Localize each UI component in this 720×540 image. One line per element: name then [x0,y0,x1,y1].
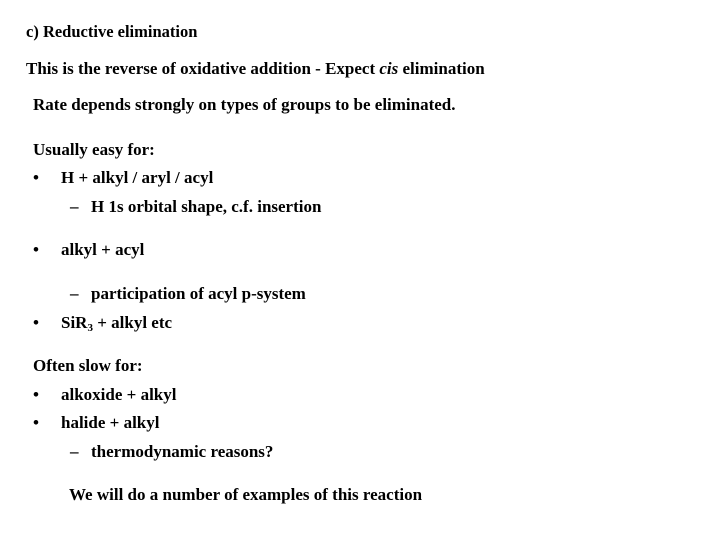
bullet-icon: • [33,240,39,259]
easy-item-3-suffix: + alkyl etc [92,313,173,332]
easy-item-3-subscript: 3 [87,322,93,334]
easy-item-2: alkyl + acyl [61,240,145,259]
bullet-icon: • [33,168,39,187]
footer-line: We will do a number of examples of this reaction [69,485,423,504]
easy-item-1: H + alkyl / aryl / acyl [61,168,214,187]
slow-item-1: alkoxide + alkyl [61,385,177,404]
easy-item-2-sub: participation of acyl p-system [91,284,306,303]
dash-icon: – [70,197,79,216]
section-heading: c) Reductive elimination [26,22,198,41]
bullet-icon: • [33,313,39,332]
intro-text: This is the reverse of oxidative addition - Expect [26,59,380,78]
easy-item-1-sub: H 1s orbital shape, c.f. insertion [91,197,322,216]
dash-icon: – [70,442,79,461]
dash-icon: – [70,284,79,303]
easy-title: Usually easy for: [33,140,155,159]
slow-item-2: halide + alkyl [61,413,160,432]
easy-item-3-prefix: SiR [61,313,88,332]
bullet-icon: • [33,413,39,432]
intro-italic-cis: cis [379,59,399,78]
intro-text-end: elimination [398,59,485,78]
slow-title: Often slow for: [33,356,143,375]
easy-item-3 [61,313,172,333]
intro-line [26,59,485,79]
slow-item-2-sub: thermodynamic reasons? [91,442,274,461]
rate-line: Rate depends strongly on types of groups to be eliminated. [33,95,456,114]
bullet-icon: • [33,385,39,404]
